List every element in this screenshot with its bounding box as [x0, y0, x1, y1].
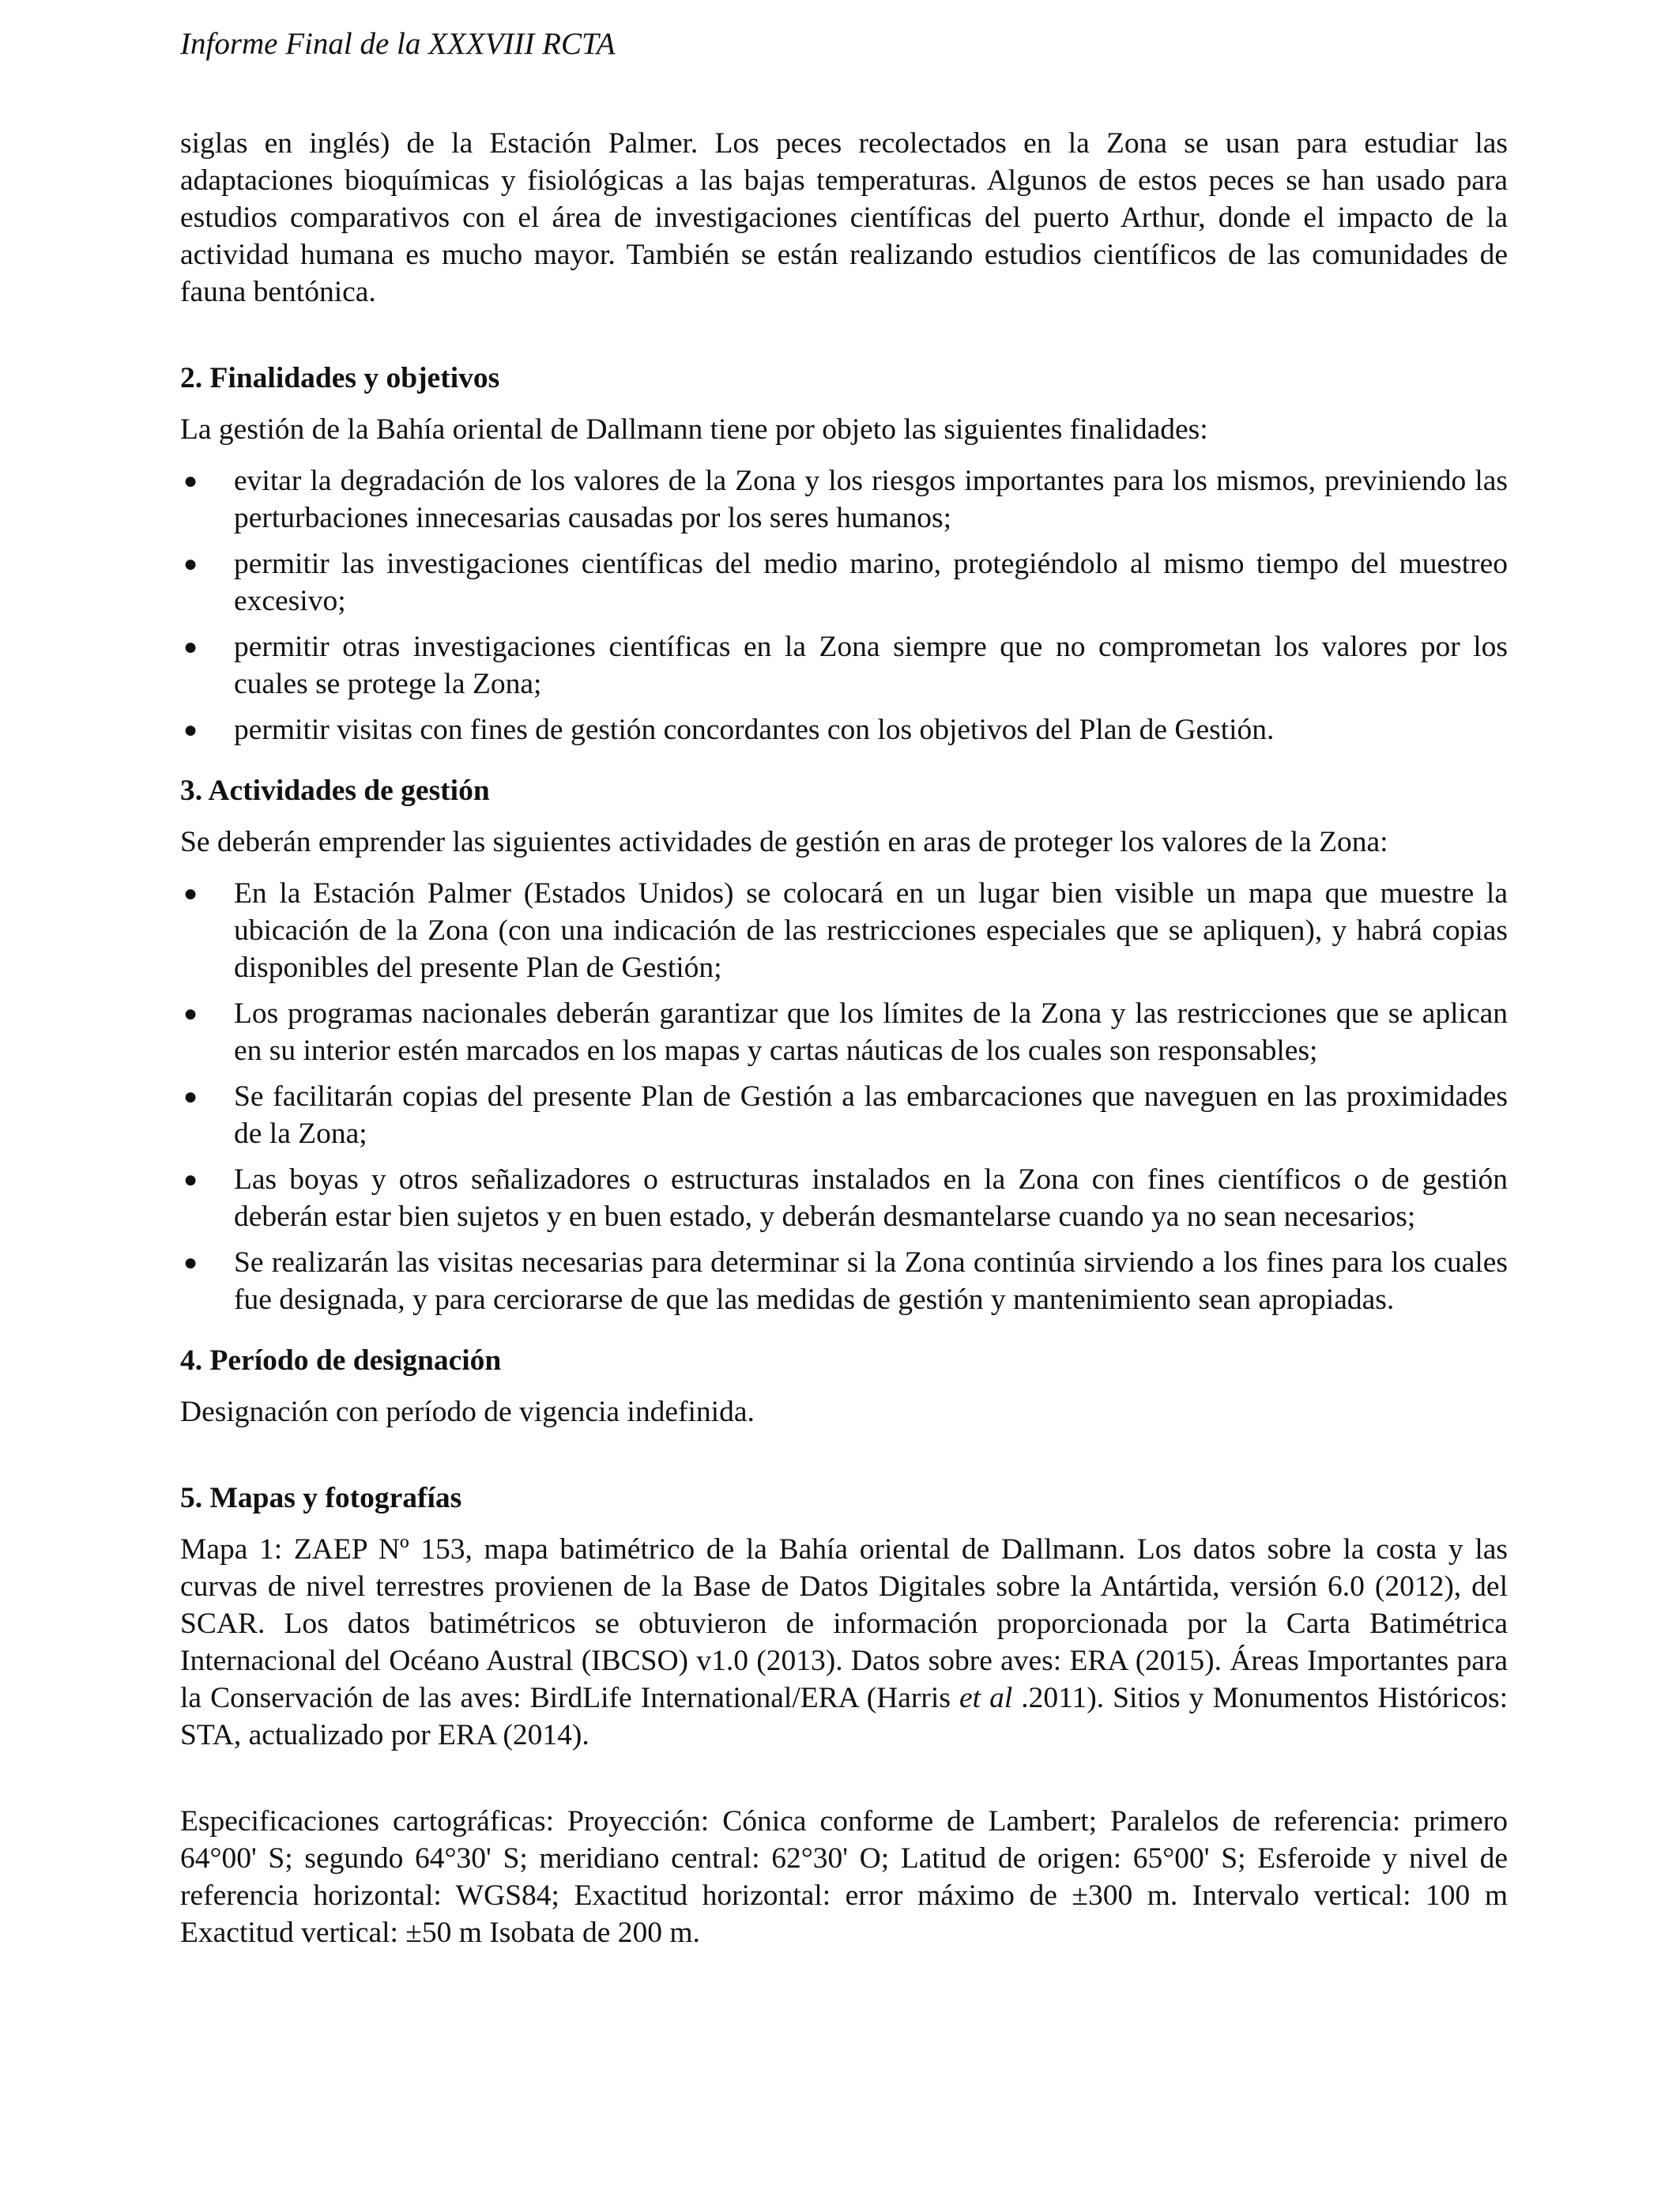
- bullet-icon: ●: [183, 551, 198, 577]
- bullet-icon: ●: [183, 1084, 198, 1110]
- cartographic-specifications: Especificaciones cartográficas: Proyección: Cónica conforme de Lambert; Paralelos de referencia: primero 64°00' S; segundo 64°30' S; meridiano central: 62°30' O; Latitud de origen: 65°00' S; Esferoide y nivel de referencia horizontal: WGS84; Exactitud horizontal: error máximo de ±300 m. Intervalo vertical: 100 m Exactitud vertical: ±50 m Isobata de 200 m.: [180, 1805, 1508, 1949]
- bullet-icon: ●: [183, 1001, 198, 1027]
- map-description: Mapa 1: ZAEP Nº 153, mapa batimétrico de la Bahía oriental de Dallmann. Los datos sobre la costa y las curvas de nivel terrestres provienen de la Base de Datos Digitales sobre la Antártida, versión 6.0 (2012), del SCAR. Los datos batimétricos se obtuvieron de información proporcionada por la Carta Batimétrica Internacional del Océano Austral (IBCSO) v1.0 (2013). Datos sobre aves: ERA (2015). Áreas Importantes para la Conservación de las aves: BirdLife International/ERA (Harris et al .2011). Sitios y Monumentos Históricos: STA, actualizado por ERA (2014).: [180, 1533, 1509, 1751]
- bullet-icon: ●: [183, 1167, 198, 1193]
- section-3-heading: 3. Actividades de gestión: [180, 775, 490, 807]
- list-item: ● Se realizarán las visitas necesarias para determinar si la Zona continúa sirviendo a los fines para los cuales fue designada, y para cerciorarse de que las medidas de gestión y mantenimiento sean apropiadas.: [180, 1244, 1508, 1318]
- section-4-text: Designación con período de vigencia indefinida.: [180, 1396, 755, 1428]
- section-5-heading: 5. Mapas y fotografías: [180, 1482, 462, 1514]
- list-item: ● permitir otras investigaciones científicas en la Zona siempre que no comprometan los valores por los cuales se protege la Zona;: [180, 628, 1508, 703]
- intro-paragraph: siglas en inglés) de la Estación Palmer. Los peces recolectados en la Zona se usan para estudiar las adaptaciones bioquímicas y fisiológicas a las bajas temperaturas. Algunos de estos peces se han usado para estudios comparativos con el área de investigaciones científicas del puerto Arthur, donde el impacto de la actividad humana es mucho mayor. También se están realizando estudios científicos de las comunidades de fauna bentónica.: [180, 127, 1508, 308]
- section-2-list: [180, 462, 1508, 748]
- bullet-icon: ●: [183, 1250, 198, 1276]
- section-2-heading: 2. Finalidades y objetivos: [180, 362, 500, 394]
- list-item: ● En la Estación Palmer (Estados Unidos) se colocará en un lugar bien visible un mapa que muestre la ubicación de la Zona (con una indicación de las restricciones especiales que se apliquen), y habrá copias disponibles del presente Plan de Gestión;: [180, 875, 1508, 986]
- list-item: ● Se facilitarán copias del presente Plan de Gestión a las embarcaciones que naveguen en las proximidades de la Zona;: [180, 1078, 1508, 1152]
- section-2-intro: La gestión de la Bahía oriental de Dallmann tiene por objeto las siguientes finalidades:: [180, 413, 1208, 446]
- list-item: ● permitir visitas con fines de gestión concordantes con los objetivos del Plan de Gestión.: [180, 711, 1508, 748]
- bullet-icon: ●: [183, 468, 198, 494]
- bullet-icon: ●: [183, 634, 198, 660]
- section-3-intro: Se deberán emprender las siguientes actividades de gestión en aras de proteger los valores de la Zona:: [180, 826, 1388, 858]
- list-item: ● Los programas nacionales deberán garantizar que los límites de la Zona y las restricciones que se aplican en su interior estén marcados en los mapas y cartas náuticas de los cuales son responsables;: [180, 995, 1508, 1069]
- page-header: Informe Final de la XXXVIII RCTA: [180, 27, 616, 61]
- list-item: ● permitir las investigaciones científicas del medio marino, protegiéndolo al mismo tiempo del muestreo excesivo;: [180, 545, 1508, 620]
- document-body: [180, 125, 1508, 1951]
- section-3-list: [180, 875, 1508, 1318]
- bullet-icon: ●: [183, 880, 198, 907]
- list-item: ● Las boyas y otros señalizadores o estructuras instalados en la Zona con fines científicos o de gestión deberán estar bien sujetos y en buen estado, y deberán desmantelarse cuando ya no sean necesarios;: [180, 1161, 1508, 1235]
- bullet-icon: ●: [183, 717, 198, 743]
- section-4-heading: 4. Período de designación: [180, 1344, 502, 1377]
- list-item: ● evitar la degradación de los valores de la Zona y los riesgos importantes para los mismos, previniendo las perturbaciones innecesarias causadas por los seres humanos;: [180, 462, 1508, 537]
